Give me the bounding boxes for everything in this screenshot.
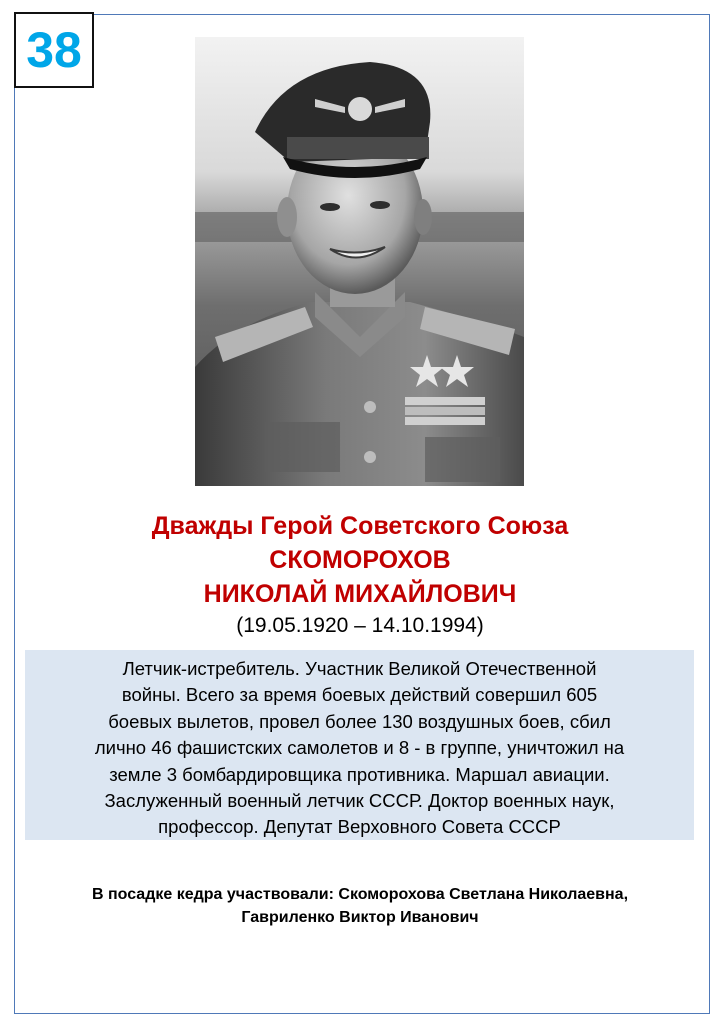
bio-line: профессор. Депутат Верховного Совета СССР: [158, 816, 561, 838]
planters-note: [0, 883, 720, 929]
given-names: НИКОЛАЙ МИХАЙЛОВИЧ: [203, 580, 517, 608]
honor-title: Дважды Герой Советского Союза: [151, 512, 569, 540]
card-number-badge: [14, 12, 94, 88]
bio-line: войны. Всего за время боевых действий совершил 605: [121, 684, 598, 706]
bio-line: лично 46 фашистских самолетов и 8 - в группе, уничтожил на: [94, 737, 625, 759]
bio-line: Заслуженный военный летчик СССР. Доктор военных наук,: [104, 790, 615, 812]
bio-line: боевых вылетов, провел более 130 воздушных боев, сбил: [108, 710, 611, 732]
card-number: 38: [26, 22, 82, 78]
life-dates: (19.05.1920 – 14.10.1994): [236, 614, 484, 637]
portrait-photo: [195, 37, 524, 486]
portrait-photo-icon: [195, 37, 524, 486]
bio-line: Летчик-истребитель. Участник Великой Отечественной: [122, 658, 597, 679]
biography-box: [25, 650, 694, 840]
surname: СКОМОРОХОВ: [269, 546, 451, 574]
bio-line: земле 3 бомбардировщика противника. Маршал авиации.: [109, 763, 610, 785]
planters-line-2: Гавриленко Виктор Иванович: [241, 909, 479, 926]
planters-line-1: В посадке кедра участвовали: Скоморохова Светлана Николаевна,: [91, 886, 629, 903]
